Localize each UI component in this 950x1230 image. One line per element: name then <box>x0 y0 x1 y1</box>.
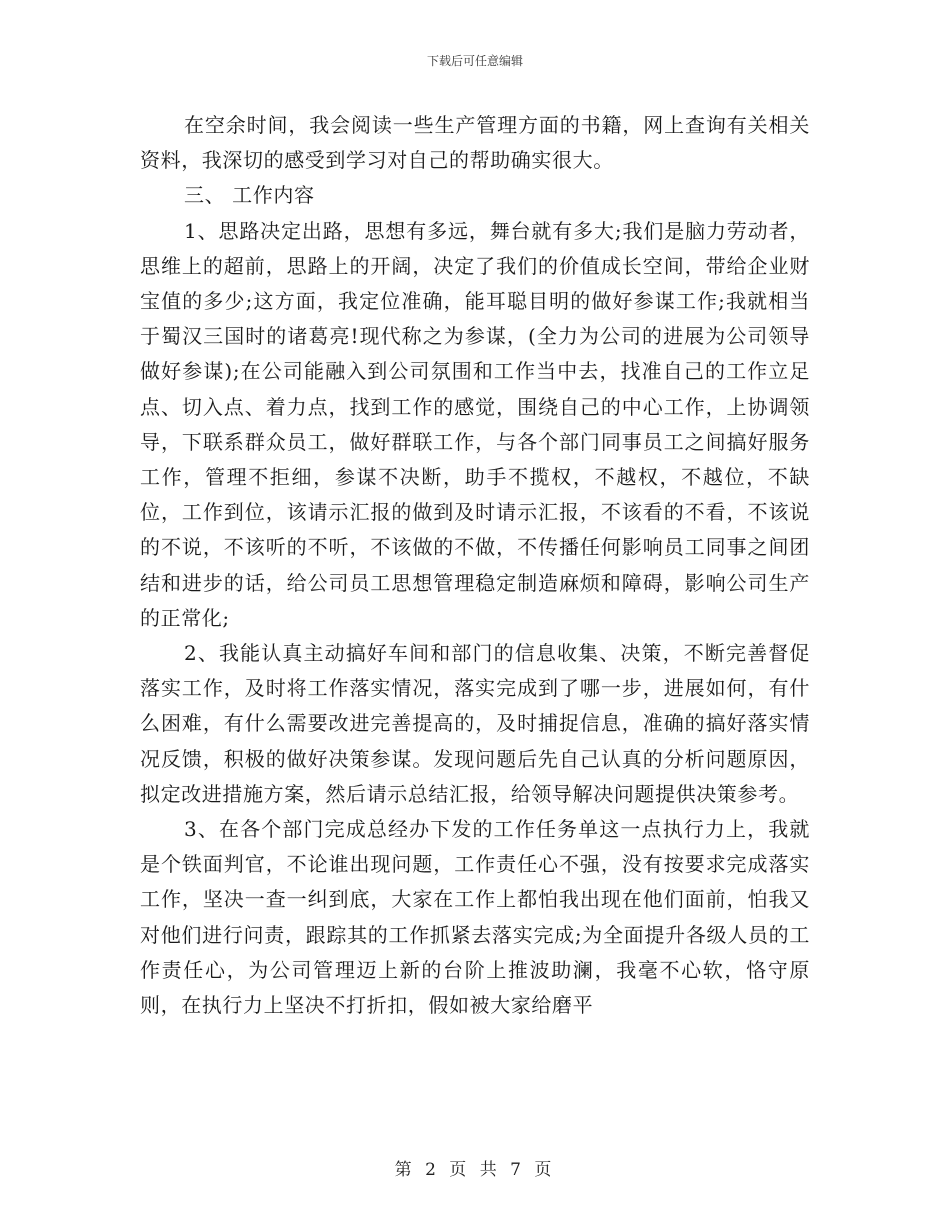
paragraph-item-3: 3、在各个部门完成总经办下发的工作任务单这一点执行力上，我就是个铁面判官，不论谁出现问题，工作责任心不强，没有按要求完成落实工作，坚决一查一纠到底，大家在工作上都怕我出现在他们面前，怕我又对他们进行问责，跟踪其的工作抓紧去落实完成;为全面提升各级人员的工作责任心，为公司管理迈上新的台阶上推波助澜，我毫不心软，恪守原则，在执行力上坚决不打折扣，假如被大家给磨平 <box>140 817 810 1018</box>
page-header: 下载后可任意编辑 <box>426 54 523 68</box>
paragraph-item-2: 2、我能认真主动搞好车间和部门的信息收集、决策，不断完善督促落实工作，及时将工作落实情况，落实完成到了哪一步，进展如何，有什么困难，有什么需要改进完善提高的，及时捕捉信息，准确的搞好落实情况反馈，积极的做好决策参谋。发现问题后先自己认真的分析问题原因，拟定改进措施方案，然后请示总结汇报，给领导解决问题提供决策参考。 <box>140 641 810 806</box>
paragraph-study: 在空余时间，我会阅读一些生产管理方面的书籍，网上查询有关相关资料，我深切的感受到学习对自己的帮助确实很大。 <box>140 113 810 173</box>
page-number-footer: 第 2 页 共 7 页 <box>394 1160 556 1180</box>
section-heading-work-content: 三、 工作内容 <box>184 183 315 208</box>
document-body <box>140 108 810 1023</box>
paragraph-item-1: 1、思路决定出路，思想有多远，舞台就有多大;我们是脑力劳动者，思维上的超前，思路上的开阔，决定了我们的价值成长空间，带给企业财宝值的多少;这方面，我定位准确，能耳聪目明的做好参谋工作;我就相当于蜀汉三国时的诸葛亮!现代称之为参谋，(全力为公司的进展为公司领导做好参谋);在公司能融入到公司氛围和工作当中去，找准自己的工作立足点、切入点、着力点，找到工作的感觉，围绕自己的中心工作，上协调领导，下联系群众员工，做好群联工作，与各个部门同事员工之间搞好服务工作，管理不拒细，参谋不决断，助手不揽权，不越权，不越位，不缺位，工作到位，该请示汇报的做到及时请示汇报，不该看的不看，不该说的不说，不该听的不听，不该做的不做，不传播任何影响员工同事之间团结和进步的话，给公司员工思想管理稳定制造麻烦和障碍，影响公司生产的正常化; <box>140 218 810 630</box>
